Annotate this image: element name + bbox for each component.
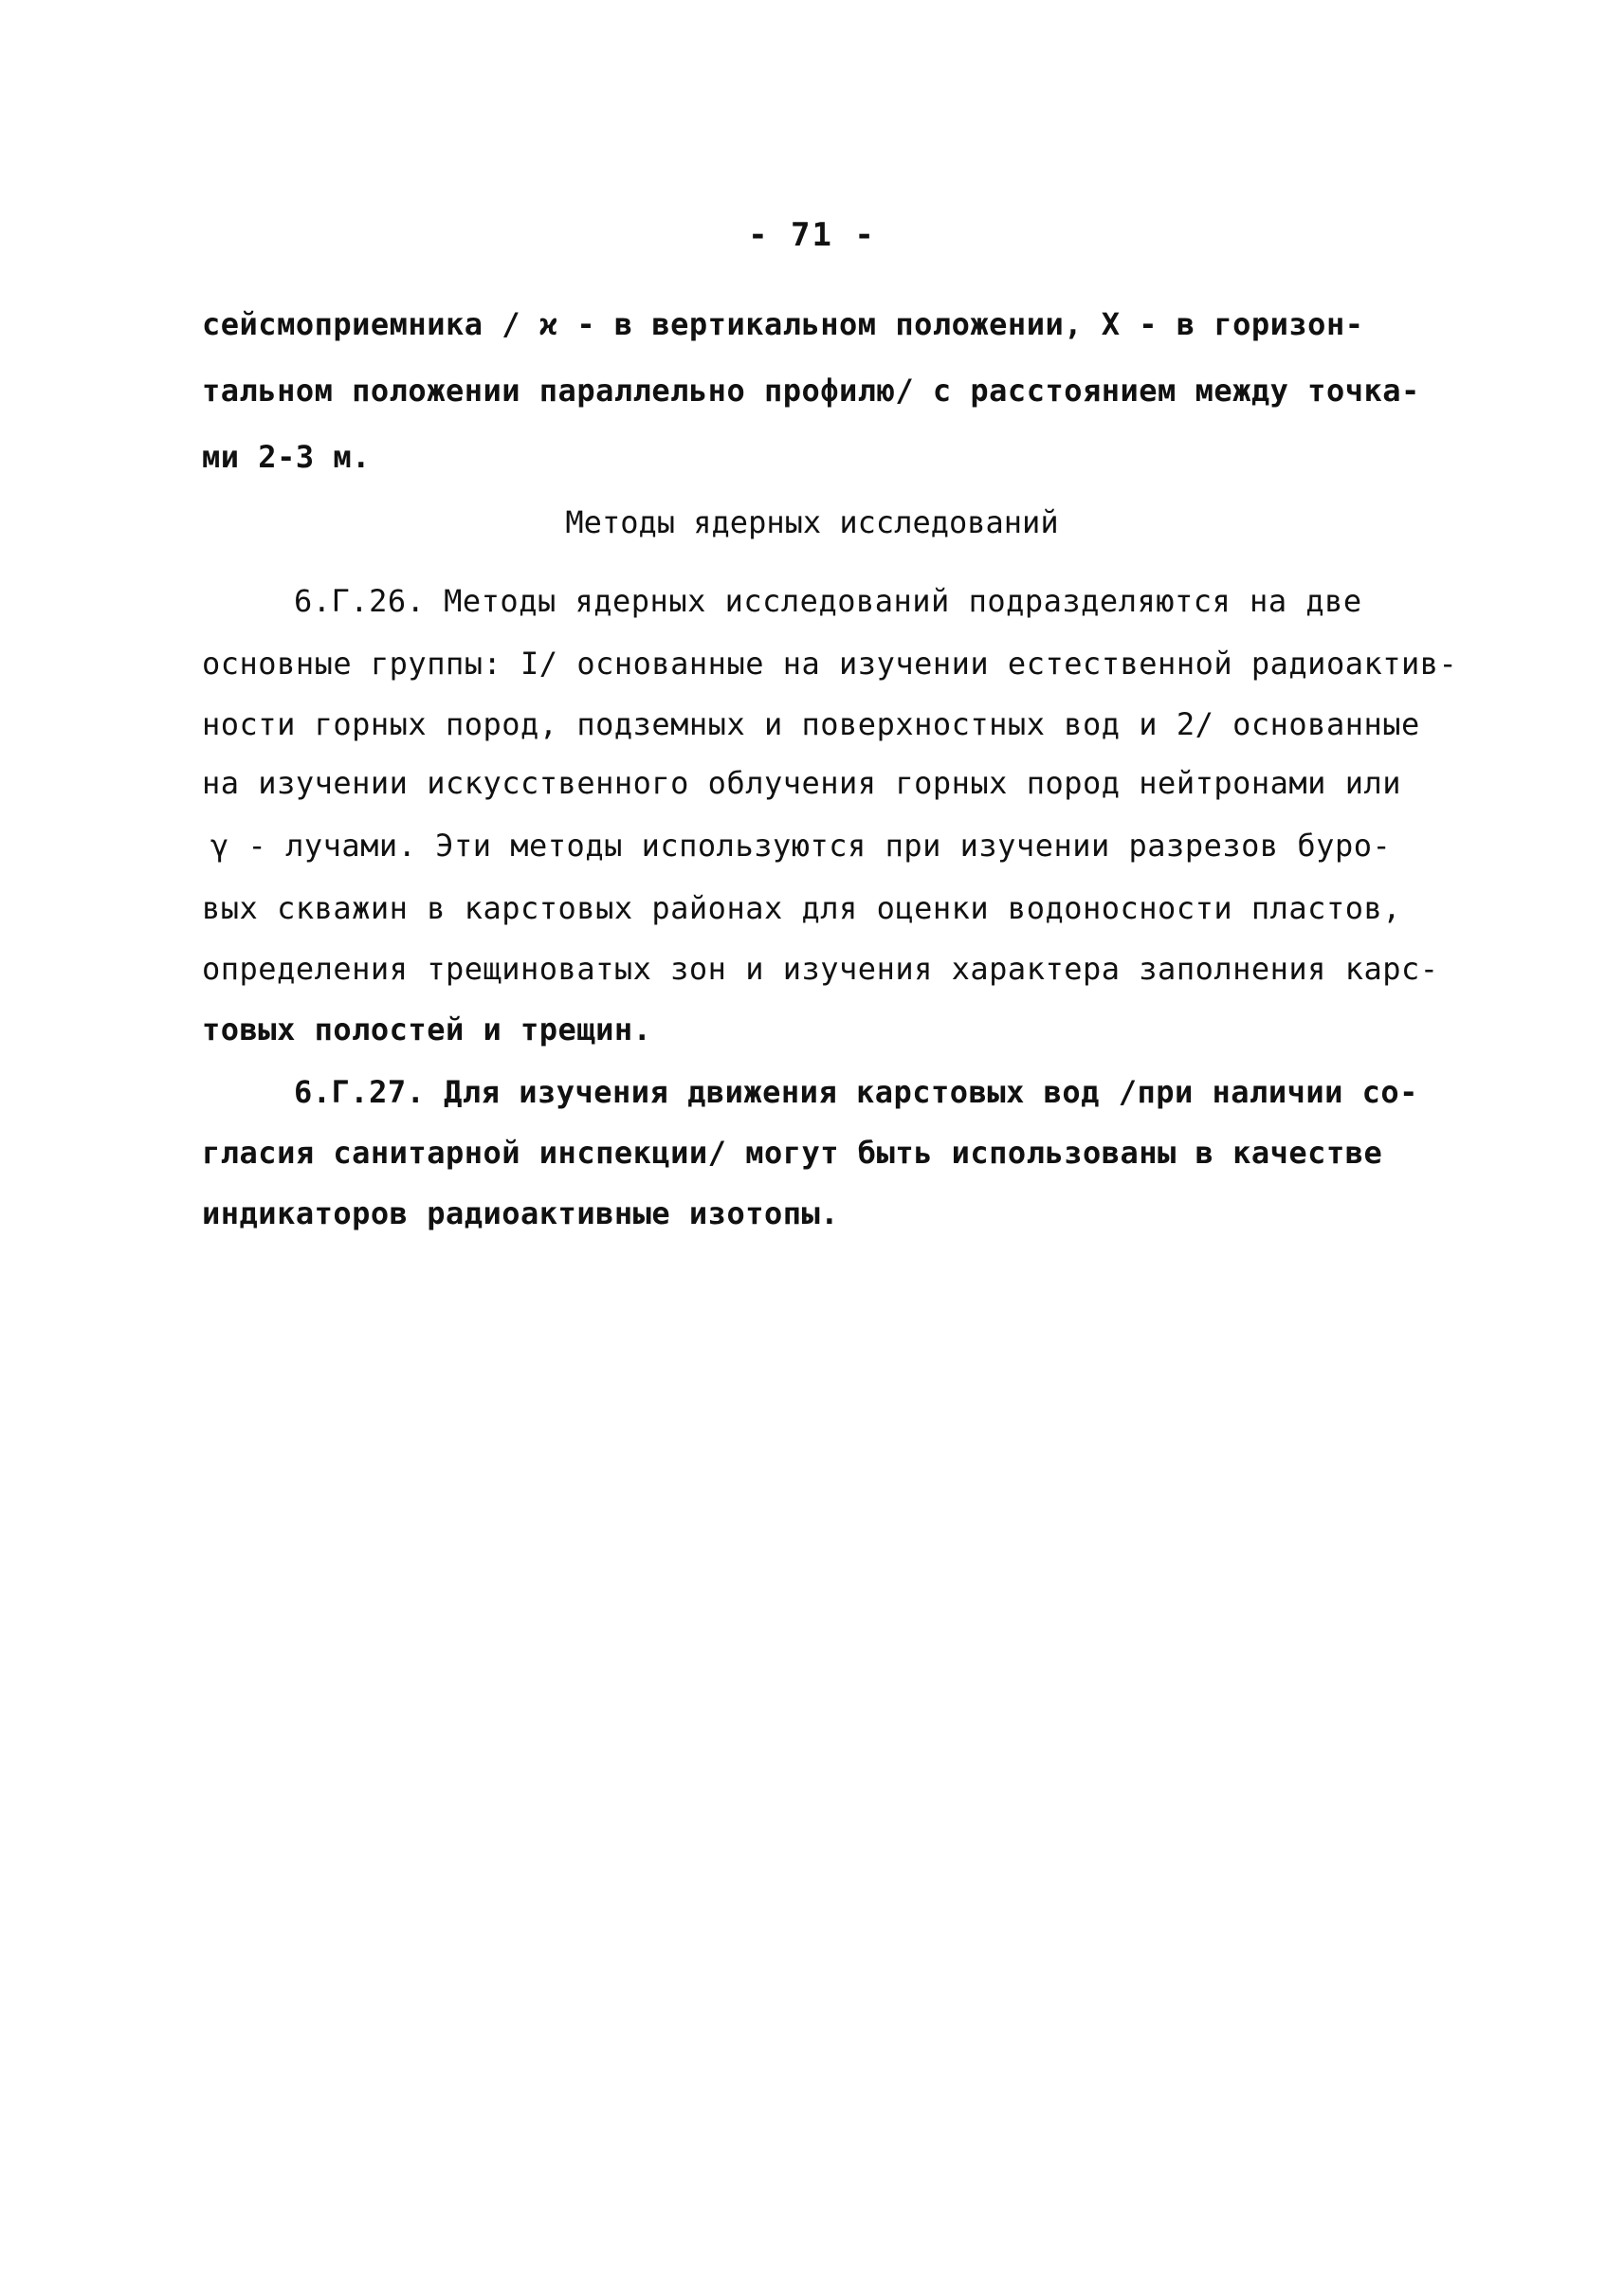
page-number: - 71 - (748, 216, 876, 254)
paragraph-line: сейсмоприемника / ϰ - в вертикальном положении, X - в горизон- (202, 306, 1364, 342)
paragraph-line: 6.Г.27. Для изучения движения карстовых вод /при наличии со- (294, 1074, 1418, 1110)
paragraph-line: ми 2-3 м. (202, 439, 371, 475)
paragraph-line: определения трещиноватых зон и изучения характера заполнения карс- (202, 951, 1439, 987)
paragraph-line: вых скважин в карстовых районах для оценки водоносности пластов, (202, 890, 1401, 926)
paragraph-line: гласия санитарной инспекции/ могут быть использованы в качестве (202, 1135, 1383, 1171)
paragraph-line: индикаторов радиоактивные изотопы. (202, 1195, 840, 1231)
section-heading: Методы ядерных исследований (565, 504, 1059, 540)
paragraph-line: ности горных пород, подземных и поверхностных вод и 2/ основанные (202, 706, 1420, 742)
paragraph-line: товых полостей и трещин. (202, 1011, 652, 1047)
paragraph-line: основные группы: I/ основанные на изучении естественной радиоактив- (202, 646, 1458, 682)
paragraph-line: 6.Г.26. Методы ядерных исследований подразделяются на две (294, 583, 1362, 619)
paragraph-line: тальном положении параллельно профилю/ с расстоянием между точка- (202, 373, 1420, 409)
paragraph-line: γ - лучами. Эти методы используются при изучении разрезов буро- (210, 828, 1392, 864)
paragraph-line: на изучении искусственного облучения горных пород нейтронами или (202, 765, 1401, 801)
